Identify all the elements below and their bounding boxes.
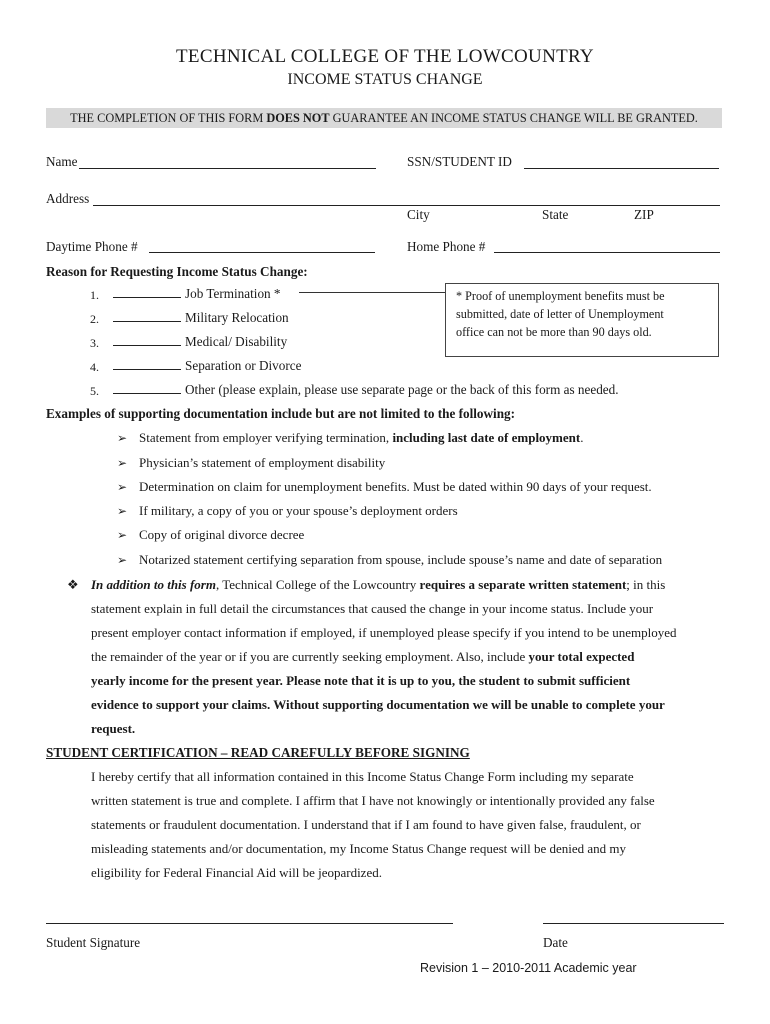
ssn-field[interactable]: [524, 168, 719, 169]
note-connector-line: [299, 292, 445, 293]
reason-item-separation-divorce[interactable]: Separation or Divorce: [113, 358, 301, 374]
reason-blank[interactable]: [113, 286, 181, 298]
date-label: Date: [543, 935, 568, 950]
disclaimer-notice: THE COMPLETION OF THIS FORM DOES NOT GUARANTEE AN INCOME STATUS CHANGE WILL BE GRANTED.: [46, 108, 722, 128]
addition-line: yearly income for the present year. Please note that it is up to you, the student to submit sufficient: [91, 673, 631, 688]
certification-line: eligibility for Federal Financial Aid will be jeopardized.: [91, 865, 382, 880]
revision-footer: Revision 1 – 2010-2011 Academic year: [420, 961, 637, 975]
daytime-phone-field[interactable]: [149, 252, 375, 253]
name-label: Name: [46, 154, 78, 169]
example-item: Determination on claim for unemployment benefits. Must be dated within 90 days of your request.: [139, 479, 652, 494]
example-item: Copy of original divorce decree: [139, 527, 305, 542]
certification-line: written statement is true and complete. I affirm that I have not knowingly or intentionally provided any false: [91, 793, 655, 808]
home-phone-label: Home Phone #: [407, 239, 486, 254]
reason-number: 5.: [90, 384, 99, 398]
certification-line: statements or fraudulent documentation. I understand that if I am found to have given false, fraudulent, or: [91, 817, 641, 832]
arrow-bullet-icon: ➢: [117, 431, 128, 445]
ssn-label: SSN/STUDENT ID: [407, 154, 512, 169]
addition-line: statement explain in full detail the circumstances that caused the change in your income status. Include your: [91, 601, 654, 616]
state-label: State: [542, 207, 569, 222]
reason-number: 3.: [90, 336, 99, 350]
reason-number: 4.: [90, 360, 99, 374]
daytime-phone-label: Daytime Phone #: [46, 239, 138, 254]
city-label: City: [407, 207, 430, 222]
reason-blank[interactable]: [113, 358, 181, 370]
addition-line: In addition to this form, Technical College of the Lowcountry requires a separate written statement; in this: [91, 577, 666, 592]
form-title: INCOME STATUS CHANGE: [287, 71, 483, 88]
example-item: If military, a copy of you or your spouse’s deployment orders: [139, 503, 458, 518]
example-item: Physician’s statement of employment disability: [139, 455, 386, 470]
address-field[interactable]: [93, 205, 720, 206]
reason-number: 1.: [90, 288, 99, 302]
reason-item-other[interactable]: Other (please explain, please use separate page or the back of this form as needed.: [113, 382, 619, 398]
addition-line: the remainder of the year or if you are currently seeking employment. Also, include your total expected: [91, 649, 635, 664]
arrow-bullet-icon: ➢: [117, 528, 128, 542]
date-field[interactable]: [543, 923, 724, 924]
certification-line: misleading statements and/or documentation, my Income Status Change request will be denied and my: [91, 841, 627, 856]
addition-line: evidence to support your claims. Without supporting documentation we will be unable to complete your: [91, 697, 665, 712]
student-signature-label: Student Signature: [46, 935, 141, 950]
certification-heading: STUDENT CERTIFICATION – READ CAREFULLY BEFORE SIGNING: [46, 745, 470, 760]
reason-heading: Reason for Requesting Income Status Change:: [46, 264, 308, 279]
zip-label: ZIP: [634, 207, 654, 222]
student-signature-field[interactable]: [46, 923, 453, 924]
example-item: Notarized statement certifying separation from spouse, include spouse’s name and date of separation: [139, 552, 663, 567]
college-title: TECHNICAL COLLEGE OF THE LOWCOUNTRY: [176, 46, 594, 67]
notice-emphasis: DOES NOT: [266, 111, 330, 125]
diamond-bullet-icon: ❖: [67, 577, 79, 592]
address-label: Address: [46, 191, 90, 206]
home-phone-field[interactable]: [494, 252, 720, 253]
addition-line: request.: [91, 721, 136, 736]
arrow-bullet-icon: ➢: [117, 456, 128, 470]
arrow-bullet-icon: ➢: [117, 553, 128, 567]
name-field[interactable]: [79, 168, 376, 169]
reason-item-military-relocation[interactable]: Military Relocation: [113, 310, 289, 326]
reason-blank[interactable]: [113, 334, 181, 346]
examples-heading: Examples of supporting documentation include but are not limited to the following:: [46, 406, 516, 421]
reason-blank[interactable]: [113, 310, 181, 322]
arrow-bullet-icon: ➢: [117, 480, 128, 494]
certification-line: I hereby certify that all information contained in this Income Status Change Form including my separate: [91, 769, 634, 784]
reason-number: 2.: [90, 312, 99, 326]
reason-item-job-termination[interactable]: Job Termination *: [113, 286, 281, 302]
addition-line: present employer contact information if employed, if unemployed please specify if you intend to be unemployed: [91, 625, 677, 640]
arrow-bullet-icon: ➢: [117, 504, 128, 518]
unemployment-proof-note: * Proof of unemployment benefits must be submitted, date of letter of Unemployment office can not be more than 90 days old.: [445, 283, 719, 357]
reason-blank[interactable]: [113, 382, 181, 394]
example-item: Statement from employer verifying termination, including last date of employment.: [139, 430, 584, 445]
reason-item-medical-disability[interactable]: Medical/ Disability: [113, 334, 287, 350]
